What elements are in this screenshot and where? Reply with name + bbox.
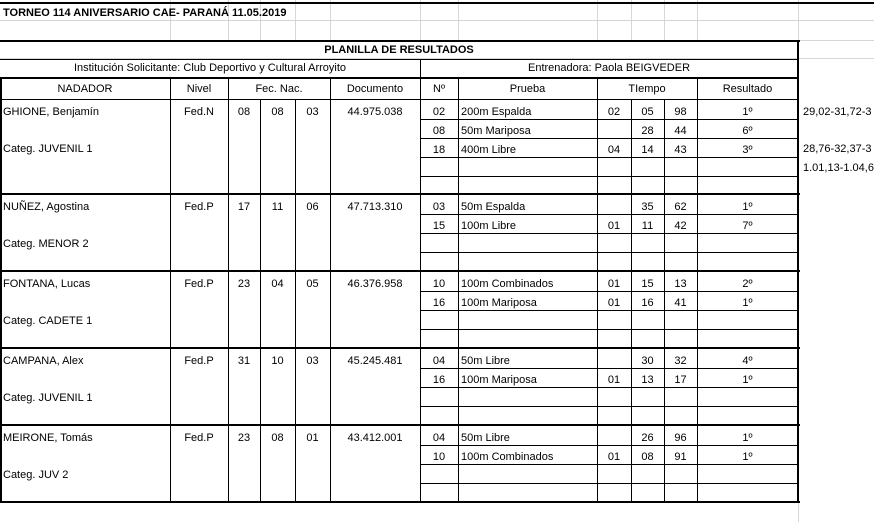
grid-line-horizontal [420,387,798,388]
event-resultado[interactable]: 1º [742,201,753,213]
event-prueba[interactable]: 100m Mariposa [461,374,537,386]
grid-line-horizontal [420,445,798,446]
time-hundredths[interactable]: 43 [674,144,687,156]
time-seconds[interactable]: 11 [641,220,654,232]
birth-month[interactable]: 11 [271,201,284,213]
sheet-gridline [458,0,459,40]
swimmer-nivel[interactable]: Fed.N [184,106,214,118]
event-number[interactable]: 08 [432,125,446,137]
event-prueba[interactable]: 200m Espalda [461,106,532,118]
block-bottom-border [0,424,800,426]
event-number[interactable]: 04 [432,355,446,367]
event-resultado[interactable]: 2º [742,278,753,290]
grid-line-vertical [170,77,171,503]
swimmer-documento[interactable]: 47.713.310 [347,201,403,213]
institution-label[interactable]: Institución Solicitante: Club Deportivo y Cultural Arroyito [73,62,347,74]
birth-month[interactable]: 08 [271,432,284,444]
time-hundredths[interactable]: 96 [674,432,687,444]
event-resultado[interactable]: 6º [742,125,753,137]
grid-line-vertical [330,77,331,503]
time-minutes[interactable]: 04 [607,144,621,156]
birth-month[interactable]: 04 [271,278,284,290]
time-minutes[interactable]: 01 [607,374,621,386]
time-hundredths[interactable]: 13 [674,278,687,290]
event-resultado[interactable]: 1º [742,374,753,386]
swimmer-categoria[interactable]: Categ. MENOR 2 [3,238,89,250]
event-resultado[interactable]: 1º [742,432,753,444]
sheet-gridline [697,0,698,40]
event-prueba[interactable]: 100m Libre [461,220,517,232]
birth-year[interactable]: 03 [306,106,319,118]
time-hundredths[interactable]: 42 [674,220,687,232]
event-prueba[interactable]: 100m Combinados [461,278,554,290]
table-right-border [797,40,799,503]
event-prueba[interactable]: 50m Mariposa [461,125,531,137]
birth-month[interactable]: 10 [271,355,284,367]
time-seconds[interactable]: 08 [641,451,654,463]
event-number[interactable]: 10 [432,278,446,290]
time-minutes[interactable]: 02 [607,106,621,118]
grid-line-horizontal [420,368,798,369]
grid-line-vertical [295,99,296,503]
time-seconds[interactable]: 14 [641,144,654,156]
grid-line-vertical [631,99,632,503]
event-prueba[interactable]: 50m Espalda [461,201,526,213]
time-minutes[interactable]: 01 [607,451,621,463]
grid-line-horizontal [420,157,798,158]
side-note[interactable]: 1.01,13-1.04,6 [803,162,874,174]
swimmer-documento[interactable]: 43.412.001 [347,432,403,444]
event-number[interactable]: 10 [432,451,446,463]
time-hundredths[interactable]: 62 [674,201,687,213]
block-bottom-border [0,501,800,503]
event-resultado[interactable]: 7º [742,220,753,232]
grid-line-horizontal [420,291,798,292]
header-tiempo[interactable]: TIempo [628,83,666,95]
grid-line-vertical [228,77,229,503]
time-seconds[interactable]: 26 [641,432,654,444]
block-bottom-border [0,193,800,195]
grid-line-horizontal [420,464,798,465]
event-resultado[interactable]: 1º [742,106,753,118]
birth-year[interactable]: 05 [306,278,319,290]
swimmer-name[interactable]: MEIRONE, Tomás [3,432,93,444]
swimmer-categoria[interactable]: Categ. CADETE 1 [3,315,93,327]
block-bottom-border [0,270,800,272]
birth-year[interactable]: 06 [306,201,319,213]
event-prueba[interactable]: 400m Libre [461,144,517,156]
coach-label[interactable]: Entrenadora: Paola BEIGVEDER [527,62,691,74]
event-prueba[interactable]: 100m Combinados [461,451,554,463]
side-note[interactable]: 28,76-32,37-3 [803,143,872,155]
grid-line-vertical [664,99,665,503]
side-note[interactable]: 29,02-31,72-3 [803,106,872,118]
grid-line-horizontal [420,176,798,177]
header-fec-nac[interactable]: Fec. Nac. [255,83,303,95]
birth-day[interactable]: 17 [237,201,251,213]
event-resultado[interactable]: 3º [742,144,753,156]
event-number[interactable]: 18 [432,144,446,156]
header-nadador[interactable]: NADADOR [57,83,113,95]
event-number[interactable]: 03 [432,201,446,213]
time-minutes[interactable]: 01 [607,278,621,290]
birth-day[interactable]: 08 [237,106,251,118]
birth-day[interactable]: 31 [237,355,251,367]
grid-line-horizontal [420,483,798,484]
swimmer-name[interactable]: NUÑEZ, Agostina [3,201,90,213]
swimmer-categoria[interactable]: Categ. JUVENIL 1 [3,143,93,155]
swimmer-documento[interactable]: 45.245.481 [347,355,403,367]
time-hundredths[interactable]: 32 [674,355,687,367]
swimmer-name[interactable]: GHIONE, Benjamín [3,106,99,118]
swimmer-name[interactable]: FONTANA, Lucas [3,278,91,290]
swimmer-nivel[interactable]: Fed.P [184,432,214,444]
time-hundredths[interactable]: 41 [674,297,687,309]
time-minutes[interactable]: 01 [607,297,621,309]
event-prueba[interactable]: 100m Mariposa [461,297,537,309]
grid-line-vertical [597,77,598,503]
time-seconds[interactable]: 15 [641,278,654,290]
grid-line-horizontal [420,233,798,234]
sheet-title[interactable]: PLANILLA DE RESULTADOS [324,44,474,56]
time-seconds[interactable]: 30 [641,355,654,367]
time-hundredths[interactable]: 17 [674,374,687,386]
time-hundredths[interactable]: 98 [674,106,687,118]
grid-line-vertical [420,59,421,503]
event-resultado[interactable]: 1º [742,297,753,309]
time-hundredths[interactable]: 91 [674,451,687,463]
header-documento[interactable]: Documento [346,83,404,95]
birth-day[interactable]: 23 [237,278,251,290]
tournament-title[interactable]: TORNEO 114 ANIVERSARIO CAE- PARANÁ 11.05.2019 [3,7,287,19]
event-resultado[interactable]: 4º [742,355,753,367]
grid-line-horizontal [420,138,798,139]
grid-line-horizontal [420,329,798,330]
time-seconds[interactable]: 13 [641,374,654,386]
sheet-gridline [664,0,665,40]
event-number[interactable]: 02 [432,106,446,118]
birth-month[interactable]: 08 [271,106,284,118]
event-number[interactable]: 04 [432,432,446,444]
event-prueba[interactable]: 50m Libre [461,355,510,367]
header-numero[interactable]: Nº [433,83,445,95]
sheet-gridline [631,0,632,40]
birth-year[interactable]: 01 [306,432,319,444]
grid-line-horizontal [420,119,798,120]
swimmer-nivel[interactable]: Fed.P [184,355,214,367]
swimmer-nivel[interactable]: Fed.P [184,201,214,213]
table-left-border [0,77,2,503]
event-number[interactable]: 16 [432,374,446,386]
event-number[interactable]: 15 [432,220,446,232]
event-prueba[interactable]: 50m Libre [461,432,510,444]
event-resultado[interactable]: 1º [742,451,753,463]
grid-line-vertical [458,77,459,503]
birth-day[interactable]: 23 [237,432,251,444]
header-resultado[interactable]: Resultado [722,83,773,95]
swimmer-categoria[interactable]: Categ. JUVENIL 1 [3,392,93,404]
time-seconds[interactable]: 35 [641,201,654,213]
swimmer-documento[interactable]: 46.376.958 [347,278,403,290]
block-bottom-border [0,347,800,349]
header-nivel[interactable]: Nivel [186,83,212,95]
time-seconds[interactable]: 05 [641,106,654,118]
grid-line-vertical [697,77,698,503]
swimmer-categoria[interactable]: Categ. JUV 2 [3,469,69,481]
event-number[interactable]: 16 [432,297,446,309]
time-minutes[interactable]: 01 [607,220,621,232]
header-top-border [0,77,798,79]
sheet-gridline [420,0,421,40]
time-seconds[interactable]: 28 [641,125,654,137]
birth-year[interactable]: 03 [306,355,319,367]
grid-line-horizontal [0,99,798,100]
grid-line-vertical [260,99,261,503]
time-hundredths[interactable]: 44 [674,125,687,137]
grid-line-horizontal [420,406,798,407]
grid-line-horizontal [420,252,798,253]
swimmer-documento[interactable]: 44.975.038 [347,106,403,118]
grid-line-horizontal [420,310,798,311]
swimmer-name[interactable]: CAMPANA, Alex [3,355,84,367]
grid-line-horizontal [420,214,798,215]
swimmer-nivel[interactable]: Fed.P [184,278,214,290]
header-prueba[interactable]: Prueba [509,83,546,95]
time-seconds[interactable]: 16 [641,297,654,309]
sheet-gridline [597,0,598,40]
